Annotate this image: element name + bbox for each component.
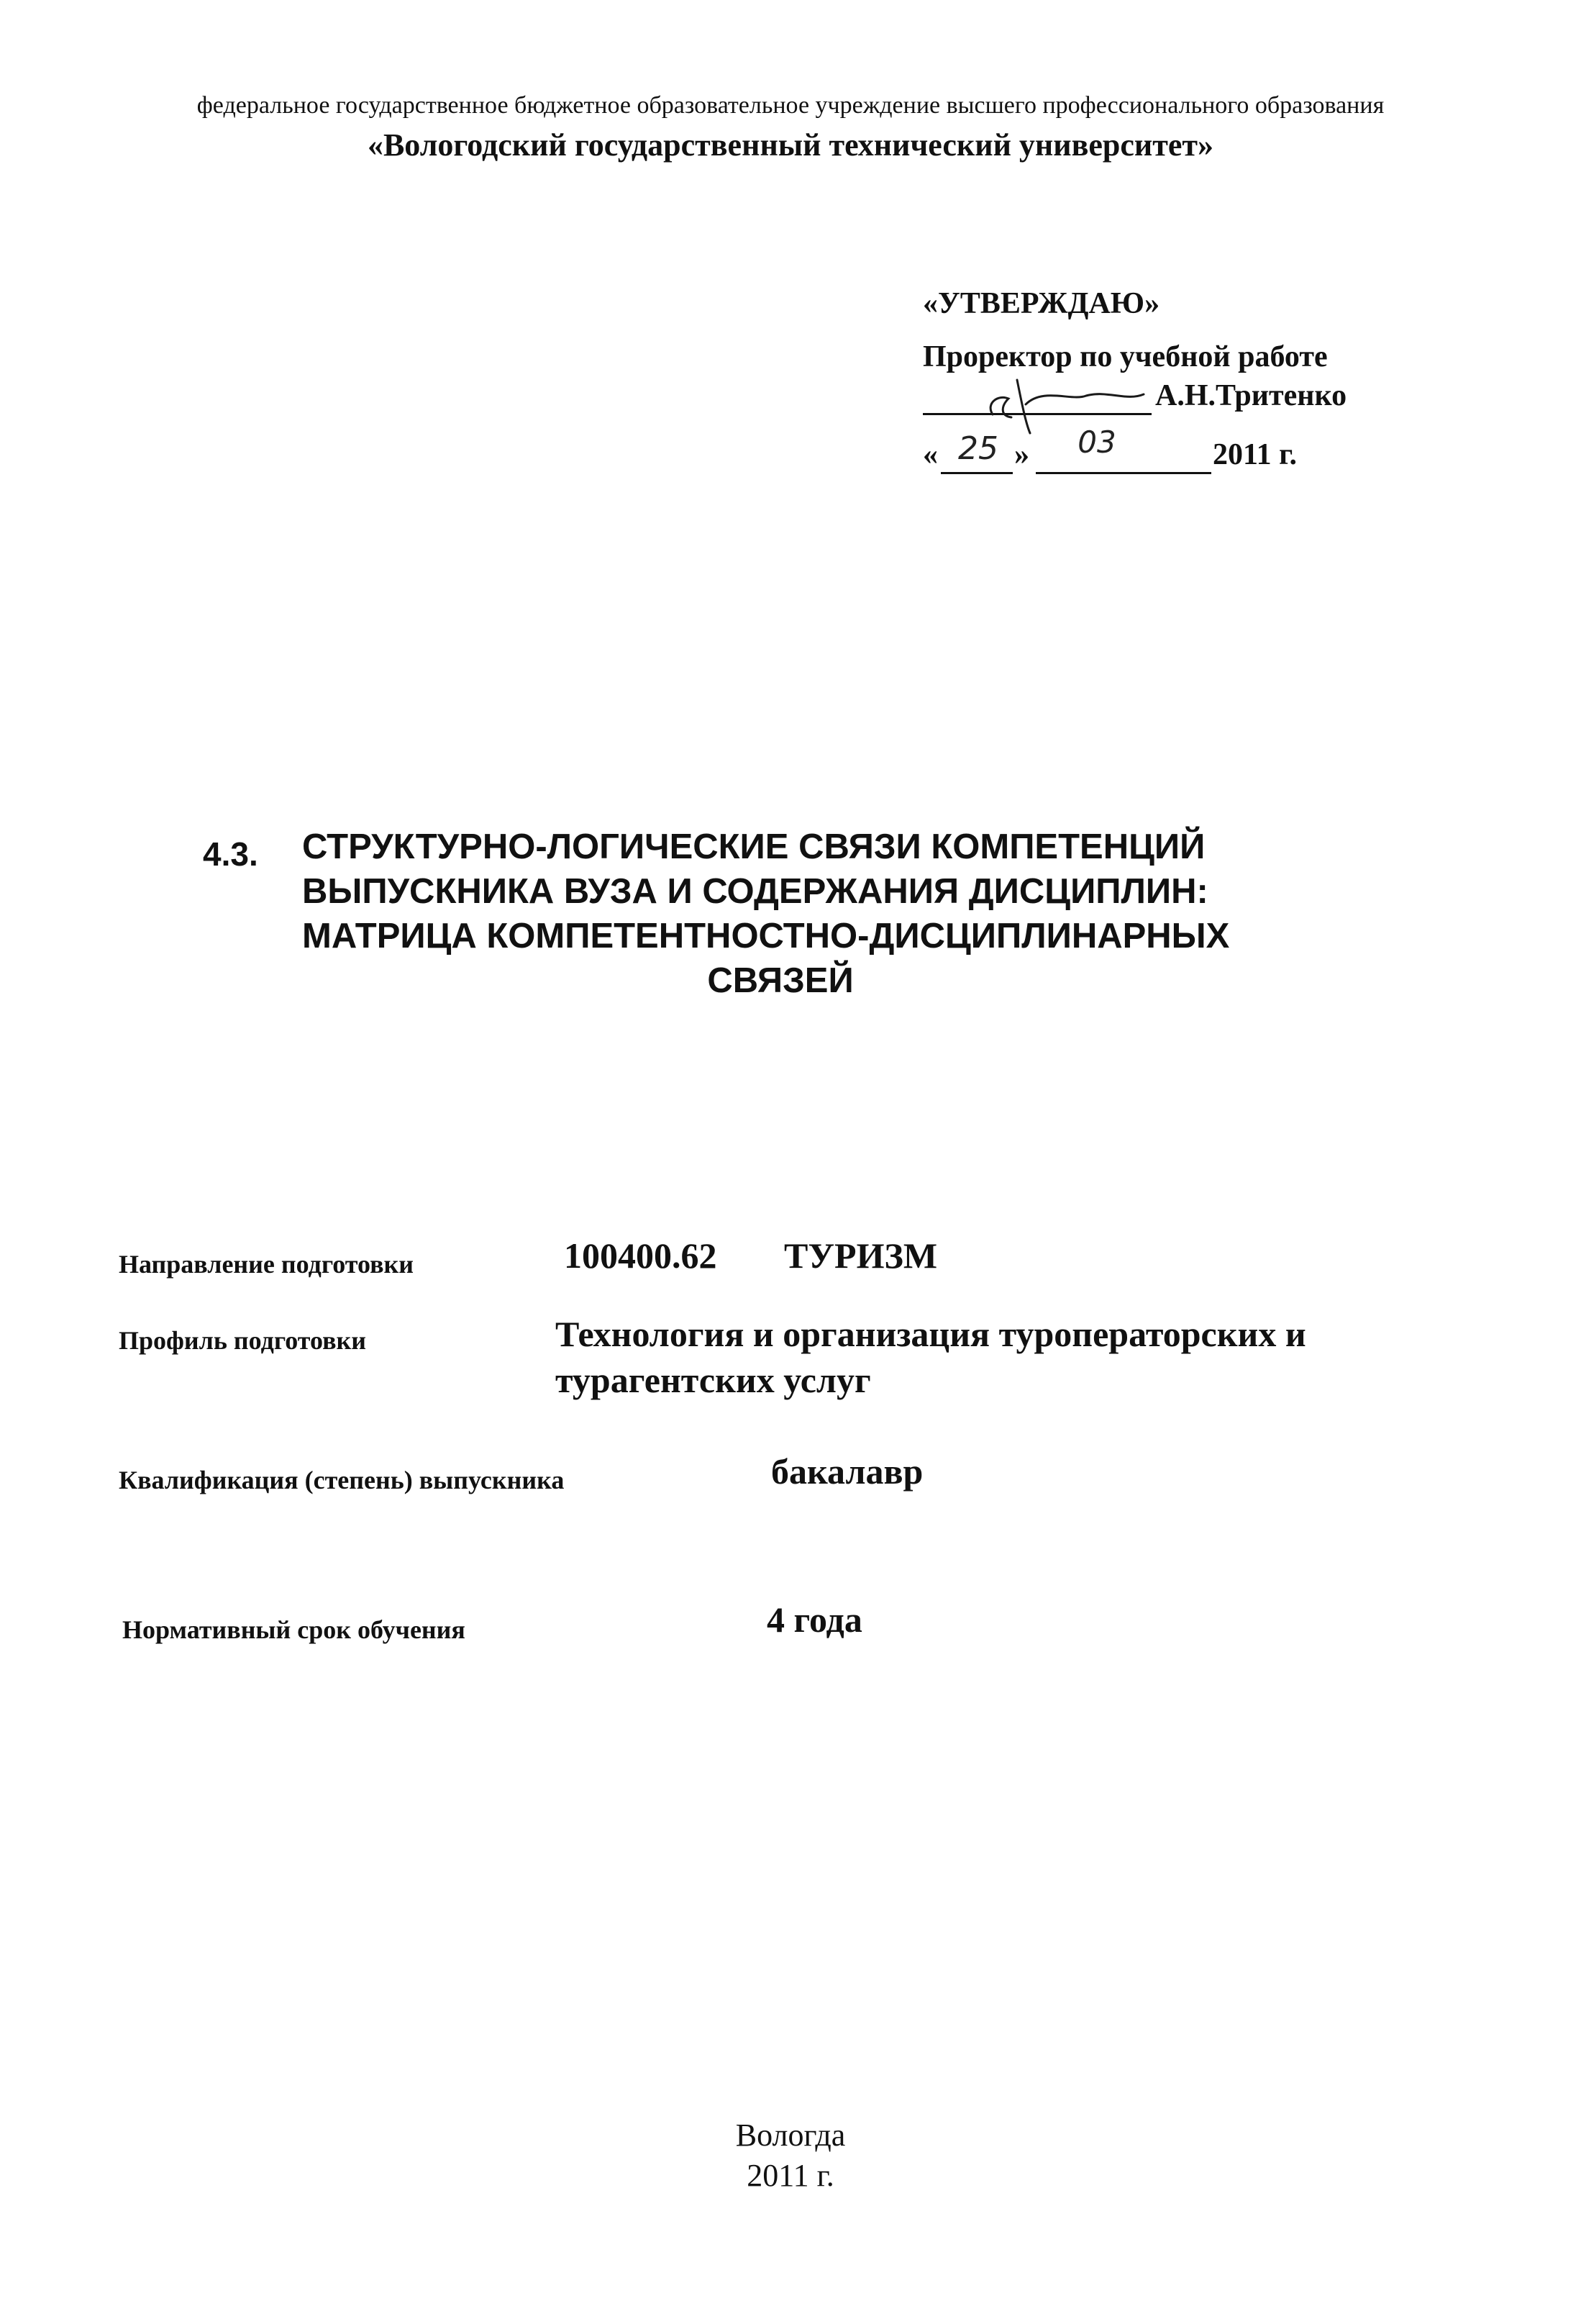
organization-line: федеральное государственное бюджетное образовательное учреждение высшего профессионального образования <box>196 92 1385 119</box>
section-title-line: СТРУКТУРНО-ЛОГИЧЕСКИЕ СВЯЗИ КОМПЕТЕНЦИЙ <box>302 827 1206 866</box>
profile-value-line: Технология и организация туроператорских и <box>555 1314 1306 1354</box>
section-title-line: СВЯЗЕЙ <box>707 961 854 1000</box>
footer-city: Вологда <box>735 2118 846 2153</box>
university-name: «Вологодский государственный технический университет» <box>367 127 1214 163</box>
direction-name: ТУРИЗМ <box>784 1235 938 1276</box>
date-month: 03 <box>1077 425 1116 460</box>
direction-label: Направление подготовки <box>119 1250 414 1279</box>
study-term-label: Нормативный срок обучения <box>122 1615 465 1644</box>
direction-code: 100400.62 <box>564 1235 717 1276</box>
profile-value-line: турагентских услуг <box>555 1360 871 1400</box>
profile-label: Профиль подготовки <box>119 1326 367 1355</box>
date-quote-open: « <box>923 438 938 471</box>
footer-year: 2011 г. <box>747 2158 834 2193</box>
study-term-value: 4 года <box>767 1599 862 1640</box>
approver-name: А.Н.Тритенко <box>1155 379 1347 412</box>
date-quote-close: » <box>1014 438 1029 471</box>
approval-role: Проректор по учебной работе <box>923 340 1328 373</box>
section-title <box>302 825 1489 1003</box>
section-title-line: ВЫПУСКНИКА ВУЗА И СОДЕРЖАНИЯ ДИСЦИПЛИН: <box>302 872 1208 911</box>
section-number: 4.3. <box>203 835 258 873</box>
date-year: 2011 г. <box>1213 438 1298 471</box>
section-title-line: МАТРИЦА КОМПЕТЕНТНОСТНО-ДИСЦИПЛИНАРНЫХ <box>302 917 1230 956</box>
date-day: 25 <box>958 430 998 467</box>
qualification-value: бакалавр <box>771 1451 924 1492</box>
approval-title: «УТВЕРЖДАЮ» <box>923 287 1160 320</box>
qualification-label: Квалификация (степень) выпускника <box>119 1466 565 1494</box>
profile-value <box>555 1311 1490 1403</box>
